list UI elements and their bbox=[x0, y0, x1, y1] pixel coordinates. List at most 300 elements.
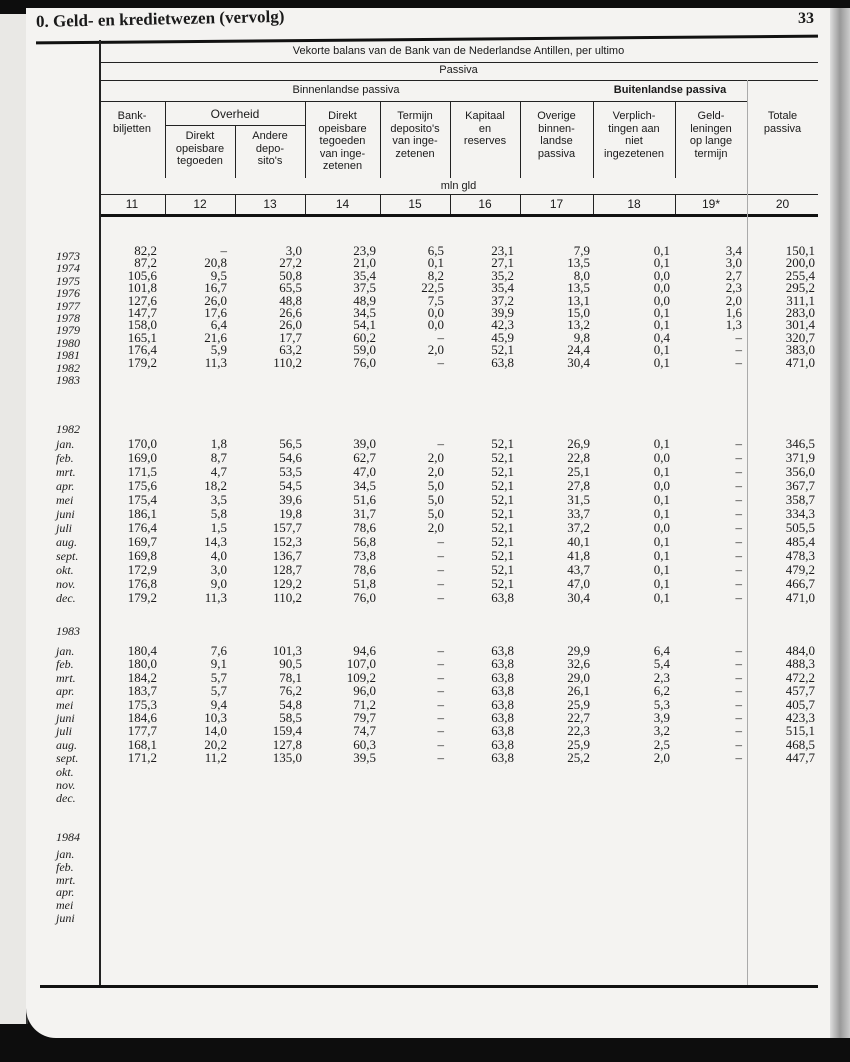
table-cell: 22,3 bbox=[567, 723, 590, 739]
table-cell: 21,0 bbox=[353, 255, 376, 271]
table-cell: 129,2 bbox=[272, 576, 302, 591]
table-cell: 0,0 bbox=[653, 267, 670, 283]
table-cell: 6,2 bbox=[653, 683, 670, 699]
table-cell: 0,1 bbox=[653, 492, 670, 507]
row-label: aug. bbox=[56, 535, 77, 549]
row-label: okt. bbox=[56, 563, 74, 577]
row-label: feb. bbox=[56, 657, 74, 672]
row-label: sept. bbox=[56, 549, 79, 563]
table-cell: 8,0 bbox=[573, 267, 590, 283]
table-cell: 0,1 bbox=[427, 255, 444, 271]
table-cell: 33,7 bbox=[567, 506, 590, 521]
row-label: nov. bbox=[56, 577, 76, 591]
table-cell: 8,7 bbox=[210, 450, 227, 465]
table-cell: 27,2 bbox=[279, 255, 302, 271]
row-label: apr. bbox=[56, 479, 75, 493]
table-cell: 52,1 bbox=[491, 520, 514, 535]
table-cell: 1,3 bbox=[725, 317, 742, 333]
table-cell: 136,7 bbox=[272, 548, 302, 563]
table-cell: – bbox=[735, 696, 742, 712]
section-heading: 1984 bbox=[56, 830, 80, 844]
table-cell: 25,9 bbox=[567, 696, 590, 712]
column-header-12: Direkt opeisbare tegoeden bbox=[175, 130, 225, 167]
column-header-13: Andere depo- sito's bbox=[252, 130, 288, 167]
column-divider bbox=[747, 80, 748, 986]
table-cell: 52,1 bbox=[491, 534, 514, 549]
table-cell: 2,5 bbox=[653, 736, 670, 752]
table-cell: – bbox=[735, 548, 742, 563]
table-cell: 9,5 bbox=[210, 267, 227, 283]
table-cell: 171,5 bbox=[127, 464, 157, 479]
table-cell: 6,5 bbox=[427, 243, 444, 258]
table-cell: 27,1 bbox=[491, 255, 514, 271]
column-divider bbox=[235, 194, 236, 214]
table-cell: – bbox=[220, 243, 227, 258]
table-cell: – bbox=[437, 723, 444, 739]
table-cell: 471,0 bbox=[785, 354, 815, 370]
section-heading: 1982 bbox=[56, 422, 80, 436]
column-divider bbox=[165, 194, 166, 214]
column-header-16: Kapitaal en reserves bbox=[463, 110, 507, 147]
table-cell: 40,1 bbox=[567, 534, 590, 549]
table-cell: 110,2 bbox=[273, 590, 302, 605]
column-divider bbox=[305, 101, 306, 178]
table-cell: 76,2 bbox=[279, 683, 302, 699]
row-label: juli bbox=[56, 521, 73, 535]
table-cell: 62,7 bbox=[353, 450, 376, 465]
table-cell: 0,1 bbox=[653, 255, 670, 271]
table-cell: – bbox=[735, 478, 742, 493]
table-cell: 37,2 bbox=[491, 292, 514, 308]
table-cell: 17,6 bbox=[204, 305, 227, 320]
column-number: 20 bbox=[775, 197, 790, 211]
column-divider bbox=[520, 101, 521, 178]
row-label: 1981 bbox=[56, 348, 80, 363]
table-caption: Vekorte balans van de Bank van de Nederlandse Antillen, per ultimo bbox=[292, 45, 625, 57]
column-header-14: Direkt opeisbare tegoeden van inge- zetenen bbox=[318, 110, 367, 172]
table-cell: 479,2 bbox=[785, 562, 815, 577]
table-cell: 73,8 bbox=[353, 548, 376, 563]
table-cell: 19,8 bbox=[279, 506, 302, 521]
table-cell: – bbox=[735, 723, 742, 739]
group-header-passiva: Passiva bbox=[439, 64, 478, 76]
table-cell: 26,0 bbox=[279, 317, 302, 333]
table-cell: 63,8 bbox=[491, 750, 514, 766]
table-cell: 39,0 bbox=[353, 436, 376, 451]
column-divider bbox=[593, 194, 594, 214]
table-cell: 34,5 bbox=[353, 478, 376, 493]
table-cell: 63,8 bbox=[491, 669, 514, 685]
table-cell: 3,0 bbox=[210, 562, 227, 577]
column-divider bbox=[520, 194, 521, 214]
column-divider bbox=[380, 194, 381, 214]
row-label: dec. bbox=[56, 791, 76, 806]
table-cell: – bbox=[735, 736, 742, 752]
table-cell: – bbox=[735, 683, 742, 699]
table-cell: 147,7 bbox=[127, 305, 157, 320]
table-cell: 41,8 bbox=[567, 548, 590, 563]
table-cell: – bbox=[437, 576, 444, 591]
table-cell: 101,8 bbox=[127, 280, 157, 296]
row-label: apr. bbox=[56, 684, 75, 699]
table-cell: 176,4 bbox=[127, 342, 157, 358]
table-cell: 53,5 bbox=[279, 464, 302, 479]
table-cell: 15,0 bbox=[567, 305, 590, 320]
table-cell: – bbox=[437, 562, 444, 577]
table-cell: 158,0 bbox=[127, 317, 157, 333]
table-cell: 25,9 bbox=[567, 736, 590, 752]
table-cell: 5,7 bbox=[210, 669, 227, 685]
table-cell: – bbox=[735, 464, 742, 479]
page-title: 0. Geld- en kredietwezen (vervolg) bbox=[35, 6, 285, 31]
table-cell: 488,3 bbox=[785, 656, 815, 672]
table-cell: 17,7 bbox=[279, 329, 302, 345]
table-cell: 63,8 bbox=[491, 710, 514, 725]
table-cell: 169,7 bbox=[127, 534, 157, 549]
table-cell: 54,1 bbox=[353, 317, 376, 333]
table-cell: – bbox=[735, 534, 742, 549]
row-label: 1977 bbox=[56, 298, 80, 313]
column-number: 14 bbox=[335, 197, 350, 211]
table-cell: 7,6 bbox=[210, 643, 227, 658]
table-cell: 52,1 bbox=[491, 576, 514, 591]
table-cell: 127,8 bbox=[272, 736, 302, 752]
table-cell: 63,2 bbox=[279, 342, 302, 358]
table-cell: 7,5 bbox=[427, 292, 444, 308]
table-cell: – bbox=[735, 450, 742, 465]
table-cell: 5,9 bbox=[210, 342, 227, 358]
table-cell: 2,7 bbox=[725, 267, 742, 283]
table-cell: 78,1 bbox=[279, 669, 302, 685]
table-cell: 5,0 bbox=[427, 492, 444, 507]
column-divider bbox=[675, 101, 676, 178]
table-cell: 65,5 bbox=[279, 280, 302, 296]
table-cell: 63,8 bbox=[491, 723, 514, 739]
table-cell: 505,5 bbox=[785, 520, 815, 535]
table-cell: 58,5 bbox=[279, 710, 302, 725]
table-cell: 0,4 bbox=[653, 329, 670, 345]
header-buitenlandse-passiva: Buitenlandse passiva bbox=[613, 84, 727, 96]
table-cell: – bbox=[735, 492, 742, 507]
table-cell: – bbox=[437, 696, 444, 712]
table-cell: 52,1 bbox=[491, 436, 514, 451]
table-cell: 0,1 bbox=[653, 576, 670, 591]
table-cell: 78,6 bbox=[353, 562, 376, 577]
header-binnenlandse-passiva: Binnenlandse passiva bbox=[292, 84, 400, 96]
table-cell: – bbox=[735, 329, 742, 345]
table-cell: 6,4 bbox=[653, 643, 670, 658]
row-label: jan. bbox=[56, 644, 75, 658]
table-cell: 63,8 bbox=[491, 643, 514, 658]
table-cell: 311,1 bbox=[786, 292, 815, 308]
table-cell: 152,3 bbox=[272, 534, 302, 549]
table-cell: 180,0 bbox=[127, 656, 157, 672]
table-cell: 2,0 bbox=[427, 520, 444, 535]
table-cell: 0,1 bbox=[653, 436, 670, 451]
table-cell: 52,1 bbox=[491, 464, 514, 479]
table-cell: 371,9 bbox=[785, 450, 815, 465]
table-cell: 63,8 bbox=[491, 590, 514, 605]
row-label: 1973 bbox=[56, 249, 80, 263]
table-cell: 165,1 bbox=[127, 329, 157, 345]
row-label: mei bbox=[56, 493, 74, 507]
table-cell: 11,3 bbox=[204, 354, 227, 370]
rule bbox=[99, 194, 818, 195]
row-label: feb. bbox=[56, 451, 74, 465]
column-number: 19* bbox=[701, 197, 721, 211]
table-cell: 2,0 bbox=[653, 750, 670, 766]
row-label: 1975 bbox=[56, 273, 80, 288]
table-cell: 56,8 bbox=[353, 534, 376, 549]
table-cell: 52,1 bbox=[491, 450, 514, 465]
table-cell: 1,5 bbox=[210, 520, 227, 535]
table-cell: 26,0 bbox=[204, 292, 227, 308]
table-cell: 175,4 bbox=[127, 492, 157, 507]
table-cell: 9,1 bbox=[210, 656, 227, 672]
row-label: 1974 bbox=[56, 261, 80, 276]
table-cell: 0,1 bbox=[653, 534, 670, 549]
table-cell: 2,0 bbox=[725, 292, 742, 308]
table-cell: – bbox=[437, 750, 444, 766]
table-cell: 52,1 bbox=[491, 548, 514, 563]
column-number: 18 bbox=[627, 197, 641, 211]
table-cell: – bbox=[437, 590, 444, 605]
table-cell: 457,7 bbox=[785, 683, 815, 699]
table-cell: 60,3 bbox=[353, 736, 376, 752]
column-header-18: Verplich- tingen aan niet ingezetenen bbox=[604, 110, 664, 160]
column-header-17: Overige binnen- landse passiva bbox=[537, 110, 576, 160]
table-cell: 485,4 bbox=[785, 534, 815, 549]
table-cell: 47,0 bbox=[567, 576, 590, 591]
table-cell: 63,8 bbox=[491, 354, 514, 370]
table-cell: 8,2 bbox=[427, 267, 444, 283]
row-label: juni bbox=[56, 911, 75, 925]
table-cell: 0,1 bbox=[653, 243, 670, 258]
rule bbox=[99, 62, 818, 63]
table-cell: 383,0 bbox=[785, 342, 815, 358]
unit-label: mln gld bbox=[440, 180, 477, 192]
table-cell: 63,8 bbox=[491, 683, 514, 699]
table-cell: 175,6 bbox=[127, 478, 157, 493]
table-cell: 295,2 bbox=[785, 280, 815, 296]
column-number: 13 bbox=[263, 197, 277, 211]
table-cell: 0,1 bbox=[653, 506, 670, 521]
column-number: 16 bbox=[478, 197, 492, 211]
row-label: mrt. bbox=[56, 670, 76, 685]
column-number: 11 bbox=[125, 197, 139, 211]
row-label: aug. bbox=[56, 737, 77, 752]
table-cell: 0,0 bbox=[653, 520, 670, 535]
table-cell: – bbox=[437, 643, 444, 658]
column-header-20: Totale passiva bbox=[763, 110, 802, 135]
table-cell: 2,3 bbox=[653, 669, 670, 685]
table-cell: 5,7 bbox=[210, 683, 227, 699]
table-cell: 180,4 bbox=[127, 643, 157, 658]
column-divider bbox=[450, 101, 451, 178]
column-header-15: Termijn deposito's van inge- zetenen bbox=[390, 110, 440, 160]
table-cell: 2,0 bbox=[427, 450, 444, 465]
rule bbox=[99, 80, 818, 81]
table-cell: – bbox=[735, 576, 742, 591]
table-cell: – bbox=[735, 354, 742, 370]
table-cell: 14,3 bbox=[204, 534, 227, 549]
table-cell: 56,5 bbox=[279, 436, 302, 451]
column-divider bbox=[380, 101, 381, 178]
table-cell: 23,1 bbox=[491, 243, 514, 258]
column-divider bbox=[675, 194, 676, 214]
table-cell: 31,5 bbox=[567, 492, 590, 507]
table-cell: 54,6 bbox=[279, 450, 302, 465]
table-cell: 255,4 bbox=[785, 267, 815, 283]
table-cell: 52,1 bbox=[491, 492, 514, 507]
page-number: 33 bbox=[798, 10, 814, 27]
table-cell: – bbox=[437, 534, 444, 549]
table-cell: – bbox=[735, 656, 742, 672]
table-cell: 37,2 bbox=[567, 520, 590, 535]
table-cell: 169,0 bbox=[127, 450, 157, 465]
table-cell: 30,4 bbox=[567, 354, 590, 370]
table-cell: – bbox=[735, 520, 742, 535]
rule bbox=[99, 101, 747, 102]
table-cell: – bbox=[735, 506, 742, 521]
table-cell: 358,7 bbox=[785, 492, 815, 507]
table-cell: 105,6 bbox=[127, 267, 157, 283]
table-cell: 90,5 bbox=[279, 656, 302, 672]
row-label: mrt. bbox=[56, 872, 76, 887]
table-cell: 60,2 bbox=[353, 329, 376, 345]
table-cell: 0,0 bbox=[653, 280, 670, 296]
table-cell: 170,0 bbox=[127, 436, 157, 451]
row-label: mrt. bbox=[56, 465, 76, 479]
table-cell: 0,1 bbox=[653, 317, 670, 333]
row-label: 1976 bbox=[56, 286, 80, 301]
table-cell: 14,0 bbox=[204, 723, 227, 739]
table-cell: 0,1 bbox=[653, 548, 670, 563]
table-cell: 5,4 bbox=[653, 656, 670, 672]
table-cell: 13,5 bbox=[567, 280, 590, 296]
table-cell: 2,3 bbox=[725, 280, 742, 296]
table-cell: 101,3 bbox=[272, 643, 302, 658]
table-cell: 7,9 bbox=[573, 243, 590, 258]
table-cell: 159,4 bbox=[272, 723, 302, 739]
table-cell: 107,0 bbox=[346, 656, 376, 672]
table-cell: 109,2 bbox=[346, 669, 376, 685]
table-cell: 171,2 bbox=[127, 750, 157, 766]
table-cell: – bbox=[437, 548, 444, 563]
table-cell: – bbox=[735, 669, 742, 685]
table-cell: – bbox=[735, 643, 742, 658]
table-cell: 39,6 bbox=[279, 492, 302, 507]
table-cell: 334,3 bbox=[785, 506, 815, 521]
column-divider bbox=[593, 101, 594, 178]
table-cell: 26,6 bbox=[279, 305, 302, 320]
table-cell: 405,7 bbox=[785, 696, 815, 712]
column-number: 15 bbox=[408, 197, 422, 211]
table-cell: 76,0 bbox=[353, 590, 376, 605]
table-cell: 32,6 bbox=[567, 656, 590, 672]
facing-page-edge bbox=[0, 14, 28, 1024]
row-label: feb. bbox=[56, 859, 74, 874]
row-label: jan. bbox=[56, 437, 75, 451]
table-cell: 5,3 bbox=[653, 696, 670, 712]
column-divider bbox=[450, 194, 451, 214]
table-cell: 48,9 bbox=[353, 292, 376, 308]
table-cell: 6,4 bbox=[210, 317, 227, 333]
table-cell: 34,5 bbox=[353, 305, 376, 320]
table-cell: 63,8 bbox=[491, 696, 514, 712]
table-cell: 25,2 bbox=[567, 750, 590, 766]
table-cell: – bbox=[437, 656, 444, 672]
table-cell: 79,7 bbox=[353, 710, 376, 725]
rule bbox=[99, 214, 818, 217]
table-cell: 3,2 bbox=[653, 723, 670, 739]
table-cell: 11,3 bbox=[204, 590, 227, 605]
table-cell: 515,1 bbox=[785, 723, 815, 739]
table-cell: 94,6 bbox=[353, 643, 376, 658]
table-cell: 471,0 bbox=[785, 590, 815, 605]
table-cell: 135,0 bbox=[272, 750, 302, 766]
table-cell: 5,0 bbox=[427, 506, 444, 521]
table-cell: 23,9 bbox=[353, 243, 376, 258]
book-spine bbox=[830, 8, 850, 1038]
table-cell: 2,0 bbox=[427, 342, 444, 358]
table-cell: 127,6 bbox=[127, 292, 157, 308]
row-label: mei bbox=[56, 697, 74, 712]
table-cell: 0,1 bbox=[653, 354, 670, 370]
table-cell: 26,9 bbox=[567, 436, 590, 451]
table-cell: – bbox=[437, 736, 444, 752]
table-cell: 76,0 bbox=[353, 354, 376, 370]
table-cell: – bbox=[437, 436, 444, 451]
table-cell: 9,4 bbox=[210, 696, 227, 712]
table-cell: 35,4 bbox=[353, 267, 376, 283]
table-cell: 30,4 bbox=[567, 590, 590, 605]
table-cell: 0,0 bbox=[653, 478, 670, 493]
table-cell: 3,5 bbox=[210, 492, 227, 507]
table-cell: 13,1 bbox=[567, 292, 590, 308]
table-cell: 26,1 bbox=[567, 683, 590, 699]
table-cell: 0,0 bbox=[427, 305, 444, 320]
table-cell: 39,5 bbox=[353, 750, 376, 766]
table-cell: 22,7 bbox=[567, 710, 590, 725]
table-cell: 2,0 bbox=[427, 464, 444, 479]
table-cell: 0,1 bbox=[653, 590, 670, 605]
row-label: jan. bbox=[56, 847, 75, 861]
table-cell: 50,8 bbox=[279, 267, 302, 283]
table-cell: 25,1 bbox=[567, 464, 590, 479]
table-cell: 184,2 bbox=[127, 669, 157, 685]
table-cell: 29,0 bbox=[567, 669, 590, 685]
table-cell: – bbox=[735, 436, 742, 451]
row-label: juni bbox=[56, 711, 75, 725]
table-cell: 63,8 bbox=[491, 656, 514, 672]
table-cell: 52,1 bbox=[491, 506, 514, 521]
table-cell: 24,4 bbox=[567, 342, 590, 358]
table-cell: 51,8 bbox=[353, 576, 376, 591]
table-cell: – bbox=[437, 669, 444, 685]
table-cell: 21,6 bbox=[204, 329, 227, 345]
table-cell: 22,5 bbox=[421, 280, 444, 296]
table-cell: 447,7 bbox=[785, 750, 815, 766]
table-cell: 0,0 bbox=[653, 292, 670, 308]
table-cell: 472,2 bbox=[785, 669, 815, 685]
table-cell: 1,6 bbox=[725, 305, 742, 320]
table-cell: 5,0 bbox=[427, 478, 444, 493]
table-cell: 54,5 bbox=[279, 478, 302, 493]
table-cell: 37,5 bbox=[353, 280, 376, 296]
table-cell: 74,7 bbox=[353, 723, 376, 739]
row-label: nov. bbox=[56, 778, 76, 792]
